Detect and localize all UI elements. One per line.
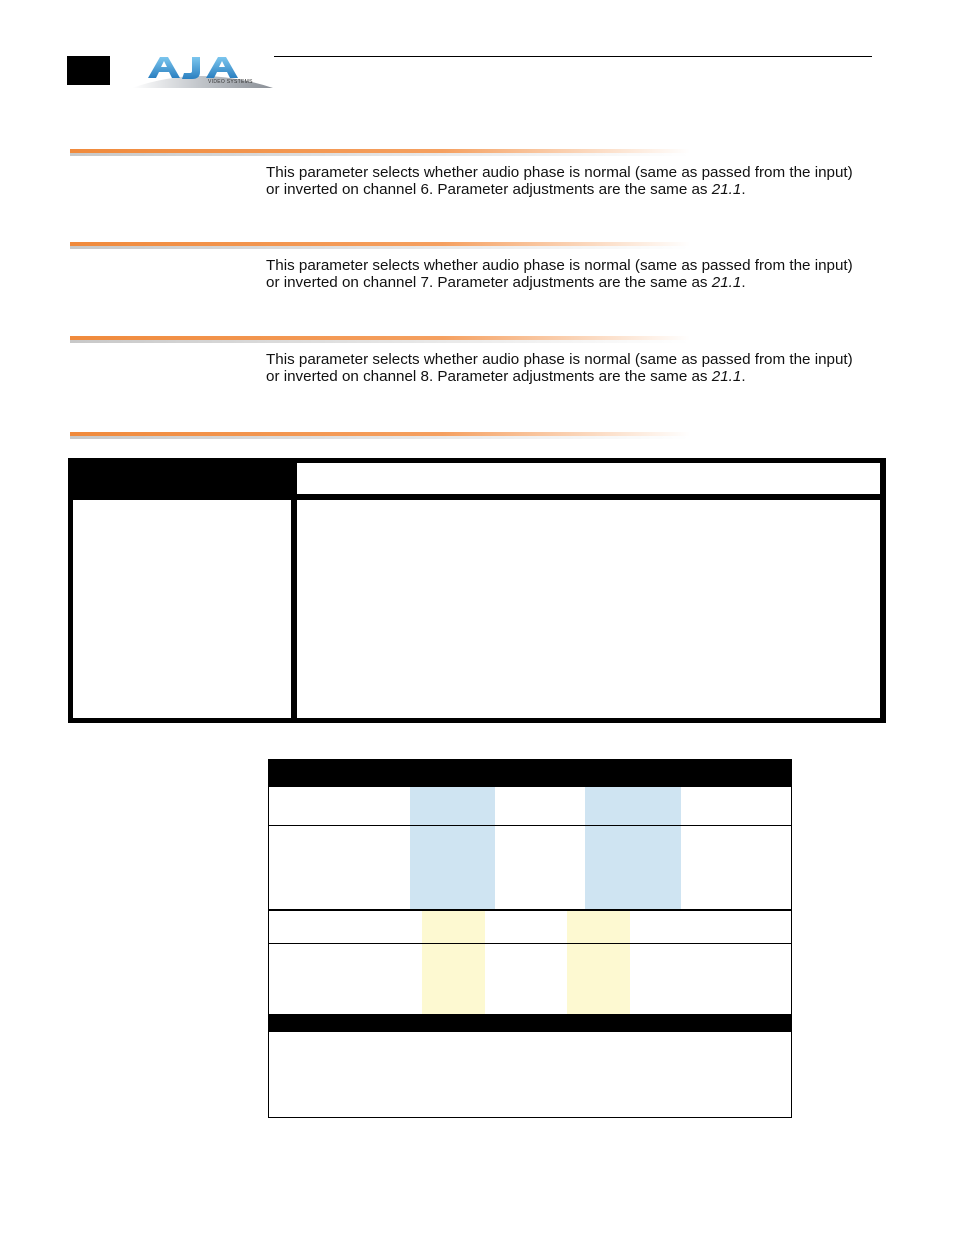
- parameter-table: [68, 458, 886, 723]
- logo-subtext: VIDEO SYSTEMS: [208, 79, 253, 85]
- settings-grid-table: [268, 759, 792, 1118]
- description-text: This parameter selects whether audio phase is normal (same as passed from the input) or inverted on channel 8. Parameter adjustments are the same as: [266, 351, 853, 385]
- section-divider: [70, 431, 690, 439]
- parameter-table-label-cell: [73, 500, 291, 718]
- grid-header-bar: [269, 760, 791, 787]
- grid-row-divider: [269, 909, 791, 911]
- aja-logo: [130, 52, 275, 90]
- grid-row-divider: [269, 943, 791, 944]
- description-end: .: [741, 368, 746, 385]
- description-end: .: [741, 274, 746, 291]
- grid-cell-yellow: [422, 911, 485, 1014]
- grid-cell-yellow: [567, 911, 630, 1014]
- grid-cell-blue: [585, 787, 681, 909]
- page-number-box: [67, 56, 110, 85]
- channel-8-description: [266, 351, 866, 385]
- section-divider: [70, 335, 690, 343]
- channel-7-description: [266, 257, 866, 291]
- parameter-table-content-cell: [297, 500, 880, 718]
- parameter-table-header-cell: [297, 463, 880, 494]
- description-text: This parameter selects whether audio phase is normal (same as passed from the input) or inverted on channel 7. Parameter adjustments are the same as: [266, 257, 853, 291]
- grid-cell-blue: [410, 787, 495, 909]
- grid-row-divider: [269, 825, 791, 826]
- section-divider: [70, 241, 690, 249]
- section-divider: [70, 148, 690, 156]
- description-text: This parameter selects whether audio phase is normal (same as passed from the input) or inverted on channel 6. Parameter adjustments are the same as: [266, 164, 853, 198]
- channel-6-description: [266, 164, 866, 198]
- reference-link: 21.1: [711, 274, 742, 291]
- reference-link: 21.1: [711, 181, 742, 198]
- header-rule: [274, 56, 872, 57]
- description-end: .: [741, 181, 746, 198]
- grid-footer-bar: [269, 1014, 791, 1032]
- reference-link: 21.1: [711, 368, 742, 385]
